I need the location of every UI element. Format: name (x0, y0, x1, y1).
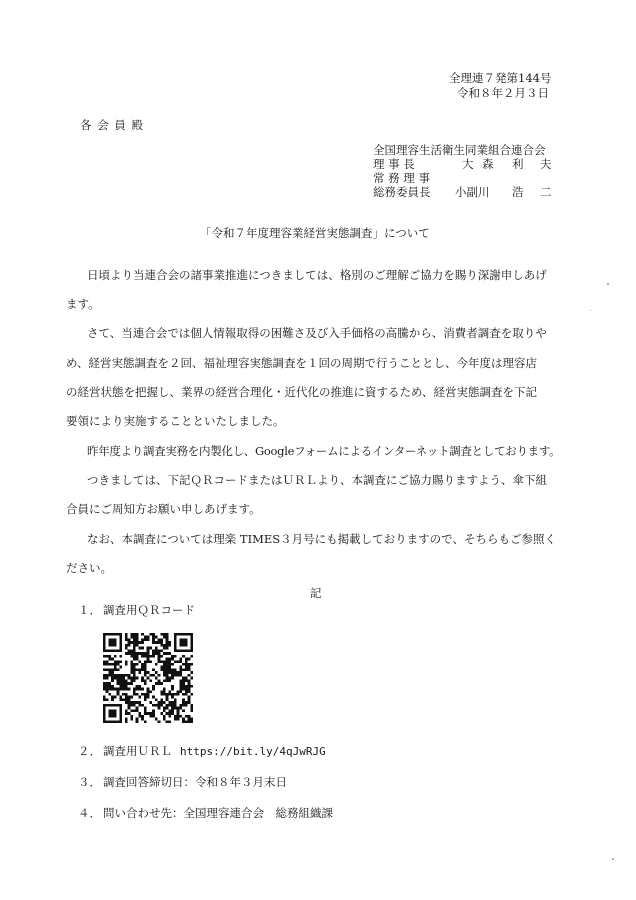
body-line-10: なお、本調査については理楽 TIMES３月号にも掲載しておりますので、そちらもご参照く (87, 532, 556, 546)
scan-speck (590, 310, 591, 311)
subject-title: 「令和７年度理容業経営実態調査」について (200, 226, 430, 240)
committee-chair-name-2: 二 (540, 185, 552, 199)
sender-title-executive-director: 常 務 理 事 (373, 171, 430, 185)
body-line-5: の経営状態を把握し、業界の経営合理化・近代化の推進に資するため、経営実態調査を下記 (66, 385, 538, 399)
chairman-name-3: 利 (512, 157, 524, 171)
item-3-label: 調査回答締切日：令和８年３月末日 (103, 775, 287, 789)
ki-heading: 記 (310, 586, 322, 600)
body-line-11: ださい。 (66, 561, 112, 575)
committee-chair-surname: 小副川 (455, 185, 490, 199)
item-1-label: 調査用ＱＲコード (103, 603, 195, 617)
chairman-name-4: 夫 (540, 157, 552, 171)
body-line-8: つきましては、下記ＱＲコードまたはＵＲＬより、本調査にご協力賜りますよう、傘下組 (87, 473, 547, 487)
body-line-9: 合員にご周知方お願い申しあげます。 (66, 502, 261, 516)
chairman-name-2: 森 (482, 157, 494, 171)
addressee: 各 会 員 殿 (80, 118, 144, 132)
scan-speck (607, 283, 609, 285)
body-line-1: 日頃より当連合会の諸事業推進につきましては、格別のご理解ご協力を賜り深謝申しあげ (87, 268, 547, 282)
scan-speck (612, 858, 614, 860)
chairman-name-1: 大 (462, 157, 474, 171)
sender-organization: 全国理容生活衛生同業組合連合会 (373, 143, 546, 157)
document-date: 令和８年２月３日 (457, 86, 549, 100)
body-line-4: め、経営実態調査を２回、福祉理容実態調査を１回の周期で行うこととし、今年度は理容店 (66, 356, 538, 370)
sender-title-chairman: 理 事 長 (373, 157, 415, 171)
item-2-label: 調査用ＵＲＬ (103, 744, 172, 758)
document-number: 全理連７発第144号 (449, 71, 552, 85)
item-4-label: 問い合わせ先：全国理容連合会 総務組織課 (103, 806, 333, 820)
sender-title-committee-chair: 総務委員長 (373, 185, 431, 199)
body-line-7: 昨年度より調査実務を内製化し、Googleフォームによるインターネット調査としております。 (87, 444, 561, 458)
body-line-3: さて、当連合会では個人情報取得の困難さ及び入手価格の高騰から、消費者調査を取りや (87, 326, 547, 340)
survey-url[interactable]: https://bit.ly/4qJwRJG (180, 745, 326, 758)
qr-code (103, 633, 193, 723)
item-4-number: ４． (78, 806, 101, 820)
committee-chair-name-1: 浩 (512, 185, 524, 199)
qr-code-image (103, 633, 193, 723)
item-2-number: ２． (78, 744, 101, 758)
body-line-2: ます。 (66, 297, 100, 311)
body-line-6: 要領により実施することといたしました。 (66, 414, 285, 428)
item-1-number: １． (78, 603, 101, 617)
item-3-number: ３． (78, 775, 101, 789)
